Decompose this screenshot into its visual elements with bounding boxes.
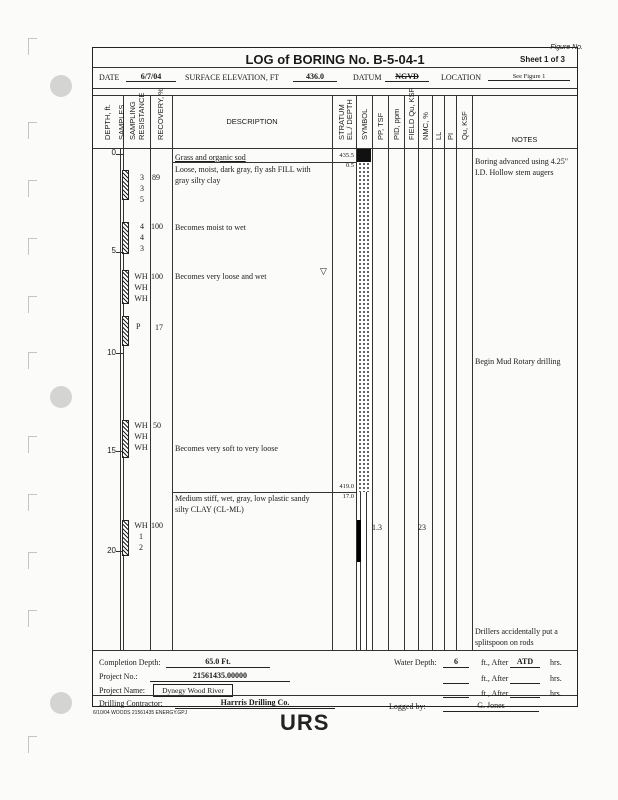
col-divider bbox=[472, 95, 473, 650]
recovery-value: 89 bbox=[152, 173, 160, 182]
depth-tick: 5 bbox=[111, 246, 116, 255]
elevation-value: 436.0 bbox=[293, 72, 337, 82]
symbol-clay bbox=[358, 492, 371, 650]
description-text: Becomes very loose and wet bbox=[175, 272, 267, 281]
contractor-value: Harrris Drilling Co. bbox=[175, 697, 335, 709]
col-qu: Qu, KSF bbox=[460, 111, 469, 140]
col-recovery: RECOVERY, % bbox=[156, 88, 165, 140]
completion-value: 65.0 Ft. bbox=[166, 656, 270, 668]
recovery-value: 100 bbox=[151, 521, 163, 530]
blow-counts: WH 1 2 bbox=[134, 521, 148, 552]
blank-line bbox=[443, 683, 469, 684]
punch-hole bbox=[50, 75, 72, 97]
recovery-value: 100 bbox=[151, 272, 163, 281]
col-divider bbox=[150, 95, 151, 650]
depth-tick: 20 bbox=[107, 546, 116, 555]
col-divider bbox=[456, 95, 457, 650]
punch-hole bbox=[50, 692, 72, 714]
depth-tick-line bbox=[116, 154, 124, 155]
col-divider bbox=[404, 95, 405, 650]
description-text: Grass and organic sod bbox=[175, 153, 246, 162]
project-no-value: 21561435.00000 bbox=[150, 670, 290, 682]
rule bbox=[93, 88, 577, 89]
date-label: DATE bbox=[99, 73, 120, 82]
hrs-label: hrs. bbox=[550, 689, 562, 698]
col-resistance: RESISTANCE bbox=[137, 92, 146, 140]
urs-logo: URS bbox=[280, 710, 330, 735]
margin-mark bbox=[28, 352, 37, 369]
col-sampling: SAMPLING bbox=[128, 101, 137, 140]
after-label: ft., After bbox=[481, 674, 509, 683]
margin-mark bbox=[28, 610, 37, 627]
sample-interval bbox=[122, 170, 129, 200]
date-value: 6/7/04 bbox=[126, 72, 176, 82]
margin-mark bbox=[28, 238, 37, 255]
elevation-label: SURFACE ELEVATION, FT bbox=[185, 73, 280, 82]
margin-mark bbox=[28, 436, 37, 453]
blank-line bbox=[443, 697, 469, 698]
col-divider bbox=[172, 95, 173, 650]
col-divider bbox=[332, 95, 333, 650]
note-text: Drillers accidentally put a splitspoon on rods bbox=[475, 627, 558, 647]
blow-counts: 4 4 3 bbox=[140, 222, 144, 253]
hrs-label: hrs. bbox=[550, 658, 562, 667]
pp-value: 1.3 bbox=[372, 523, 382, 532]
depth-axis bbox=[120, 149, 121, 650]
nmc-value: 23 bbox=[418, 523, 426, 532]
sample-interval bbox=[122, 222, 129, 254]
sheet-number: Sheet 1 of 3 bbox=[520, 55, 565, 64]
symbol-fill bbox=[358, 162, 371, 492]
sample-interval bbox=[122, 420, 129, 458]
symbol-topsoil bbox=[357, 149, 371, 162]
recovery-value: 50 bbox=[153, 421, 161, 430]
note-text: Begin Mud Rotary drilling bbox=[475, 357, 561, 366]
water-depth-value: 6 bbox=[443, 656, 469, 668]
col-nmc: NMC, % bbox=[421, 112, 430, 140]
description-text: Becomes moist to wet bbox=[175, 223, 246, 232]
col-stratum: STRATUM bbox=[337, 104, 346, 140]
figure-label: Figure No. bbox=[550, 44, 583, 51]
water-depth-label: Water Depth: bbox=[394, 658, 437, 667]
symbol-sample-bar bbox=[357, 520, 361, 562]
col-el-depth: EL./ DEPTH bbox=[345, 99, 354, 140]
col-depth: DEPTH, ft. bbox=[103, 104, 112, 140]
after-value: ATD bbox=[510, 656, 540, 668]
col-divider bbox=[356, 95, 357, 650]
description-text: Medium stiff, wet, gray, low plastic sandy silty CLAY (CL-ML) bbox=[175, 494, 310, 514]
description-text: Loose, moist, dark gray, fly ash FILL with gray silty clay bbox=[175, 165, 311, 185]
col-symbol: SYMBOL bbox=[360, 108, 369, 140]
col-divider bbox=[418, 95, 419, 650]
depth-tick: 0 bbox=[111, 148, 116, 157]
blank-line bbox=[510, 697, 540, 698]
note-text: Boring advanced using 4.25" I.D. Hollow stem augers bbox=[475, 157, 569, 177]
rule bbox=[93, 650, 577, 651]
depth-tick: 10 bbox=[107, 348, 116, 357]
page-title: LOG of BORING No. B-5-04-1 bbox=[245, 52, 425, 67]
log-frame bbox=[92, 47, 578, 707]
stratum-boundary bbox=[172, 162, 356, 163]
file-reference: 6/10/04 WOODS 21561435 ENERGY.GPJ bbox=[93, 710, 188, 716]
sample-interval bbox=[122, 316, 129, 346]
blow-counts: WH WH WH bbox=[134, 272, 148, 303]
datum-value: NGVD bbox=[385, 72, 429, 82]
after-label: ft., After bbox=[481, 689, 509, 698]
col-divider bbox=[372, 95, 373, 650]
col-ll: LL bbox=[434, 131, 443, 140]
col-notes: NOTES bbox=[511, 135, 538, 144]
contractor-label: Drilling Contractor: bbox=[99, 699, 163, 708]
water-level-icon: ▽ bbox=[320, 266, 327, 276]
recovery-value: 100 bbox=[151, 222, 163, 231]
sample-interval bbox=[122, 270, 129, 304]
project-no-label: Project No.: bbox=[99, 672, 138, 681]
stratum-elevation: 435.5 0.5 bbox=[339, 152, 354, 169]
project-name-value: Dynegy Wood River bbox=[153, 684, 233, 697]
col-pi: PI bbox=[446, 132, 455, 140]
description-text: Becomes very soft to very loose bbox=[175, 444, 278, 453]
depth-tick-line bbox=[116, 353, 124, 354]
col-samples: SAMPLES bbox=[117, 104, 126, 140]
datum-label: DATUM bbox=[353, 73, 382, 82]
margin-mark bbox=[28, 122, 37, 139]
hrs-label: hrs. bbox=[550, 674, 562, 683]
margin-mark bbox=[28, 180, 37, 197]
margin-mark bbox=[28, 296, 37, 313]
completion-label: Completion Depth: bbox=[99, 658, 161, 667]
rule bbox=[93, 148, 577, 149]
stratum-elevation: 419.0 17.0 bbox=[339, 483, 354, 500]
location-value: See Figure 1 bbox=[488, 73, 570, 81]
margin-mark bbox=[28, 38, 37, 55]
logged-label: Logged by: bbox=[389, 702, 426, 711]
location-label: LOCATION bbox=[441, 73, 481, 82]
rule bbox=[93, 95, 577, 96]
col-pp: PP, TSF bbox=[376, 112, 385, 140]
rule bbox=[93, 67, 577, 68]
col-field-qu: FIELD Qu, KSF bbox=[407, 87, 416, 140]
sample-interval bbox=[122, 520, 129, 556]
margin-mark bbox=[28, 736, 37, 753]
blank-line bbox=[510, 683, 540, 684]
depth-tick: 15 bbox=[107, 446, 116, 455]
col-divider bbox=[432, 95, 433, 650]
blow-counts: P bbox=[136, 322, 141, 331]
punch-hole bbox=[50, 386, 72, 408]
margin-mark bbox=[28, 494, 37, 511]
col-divider bbox=[444, 95, 445, 650]
project-name-label: Project Name: bbox=[99, 686, 145, 695]
col-description: DESCRIPTION bbox=[226, 117, 278, 126]
margin-mark bbox=[28, 552, 37, 569]
logged-value: G. Jones bbox=[443, 700, 539, 712]
col-pid: PID, ppm bbox=[392, 108, 401, 140]
recovery-value: 17 bbox=[155, 323, 163, 332]
col-divider bbox=[388, 95, 389, 650]
after-label: ft., After bbox=[481, 658, 509, 667]
blow-counts: 3 3 5 bbox=[140, 173, 144, 204]
blow-counts: WH WH WH bbox=[134, 421, 148, 452]
